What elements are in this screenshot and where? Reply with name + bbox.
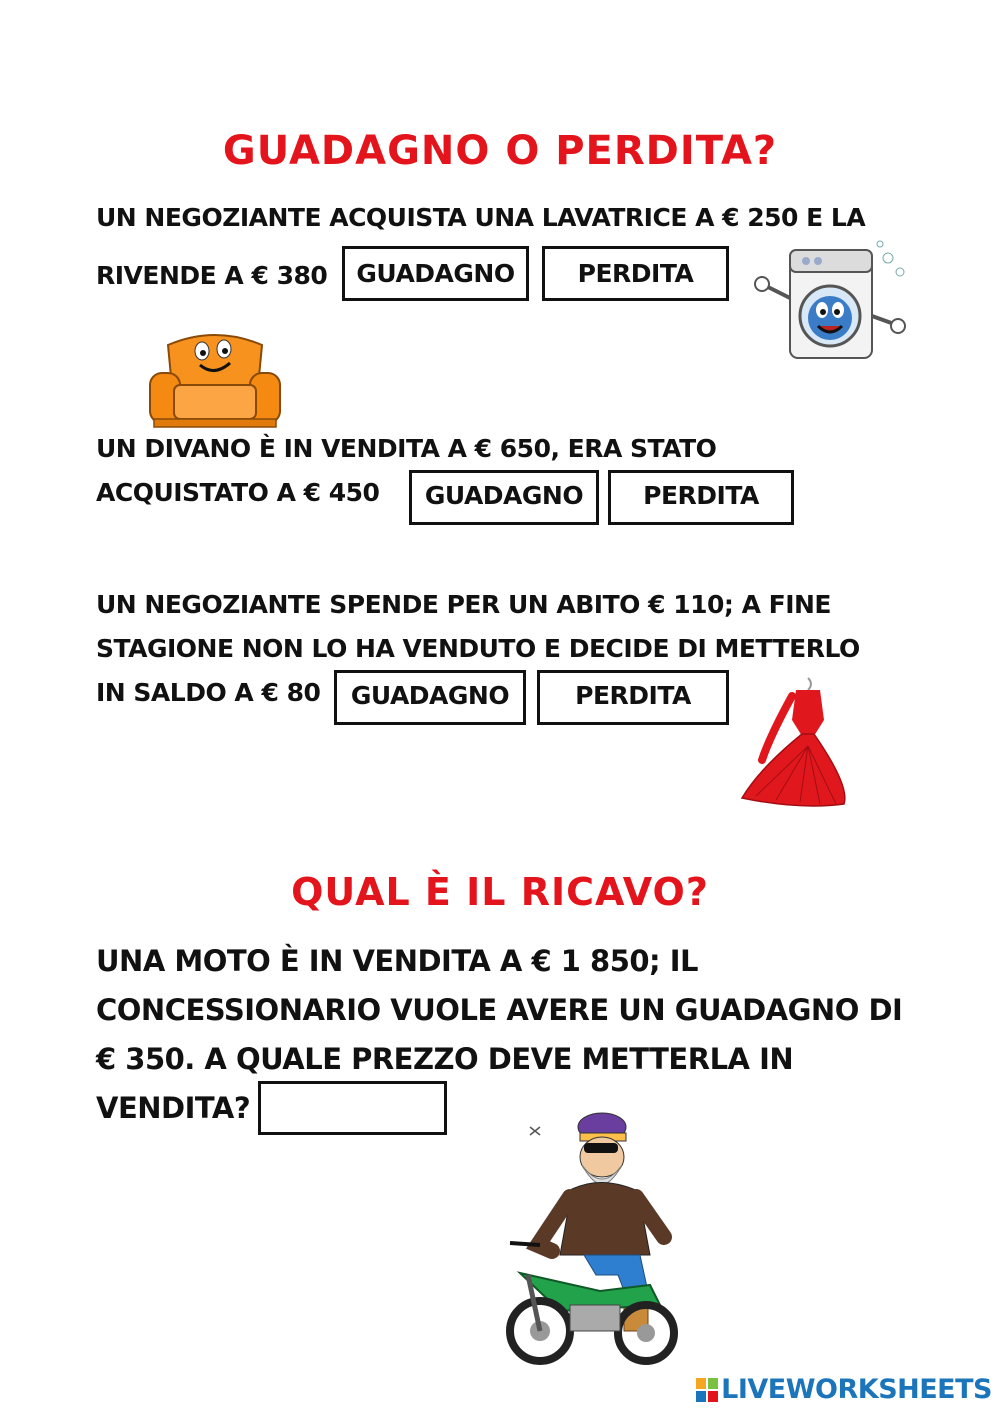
question-1-gain-option[interactable]: GUADAGNO [342, 246, 529, 301]
question-4-line-2: CONCESSIONARIO VUOLE AVERE UN GUADAGNO DI [96, 993, 903, 1027]
liveworksheets-logo-icon [696, 1378, 718, 1402]
question-4-answer-input[interactable] [258, 1081, 447, 1135]
question-4-line-4: VENDITA? [96, 1091, 251, 1125]
liveworksheets-brand-text: LIVEWORKSHEETS [721, 1374, 992, 1405]
question-2-loss-option[interactable]: PERDITA [608, 470, 794, 525]
section-title-revenue: QUAL È IL RICAVO? [291, 870, 709, 914]
question-1-loss-option[interactable]: PERDITA [542, 246, 729, 301]
red-dress-icon [740, 676, 852, 810]
question-2-gain-option[interactable]: GUADAGNO [409, 470, 599, 525]
sofa-icon [140, 325, 290, 435]
question-1-line-1: UN NEGOZIANTE ACQUISTA UNA LAVATRICE A € 250 E LA [96, 203, 866, 232]
question-4-line-3: € 350. A QUALE PREZZO DEVE METTERLA IN [96, 1042, 794, 1076]
question-3-loss-option[interactable]: PERDITA [537, 670, 729, 725]
question-1-line-2: RIVENDE A € 380 [96, 261, 328, 290]
liveworksheets-brand [696, 1373, 992, 1405]
question-3-line-2: STAGIONE NON LO HA VENDUTO E DECIDE DI METTERLO [96, 634, 860, 663]
question-4-line-1: UNA MOTO È IN VENDITA A € 1 850; IL [96, 944, 699, 978]
biker-motorcycle-icon [500, 1105, 680, 1370]
section-title-gain-or-loss: GUADAGNO O PERDITA? [222, 128, 778, 174]
question-3-gain-option[interactable]: GUADAGNO [334, 670, 526, 725]
question-3-line-1: UN NEGOZIANTE SPENDE PER UN ABITO € 110; A FINE [96, 590, 832, 619]
question-2-line-1: UN DIVANO È IN VENDITA A € 650, ERA STATO [96, 434, 717, 463]
question-2-line-2: ACQUISTATO A € 450 [96, 478, 380, 507]
washing-machine-icon [748, 238, 913, 366]
question-3-line-3: IN SALDO A € 80 [96, 678, 321, 707]
